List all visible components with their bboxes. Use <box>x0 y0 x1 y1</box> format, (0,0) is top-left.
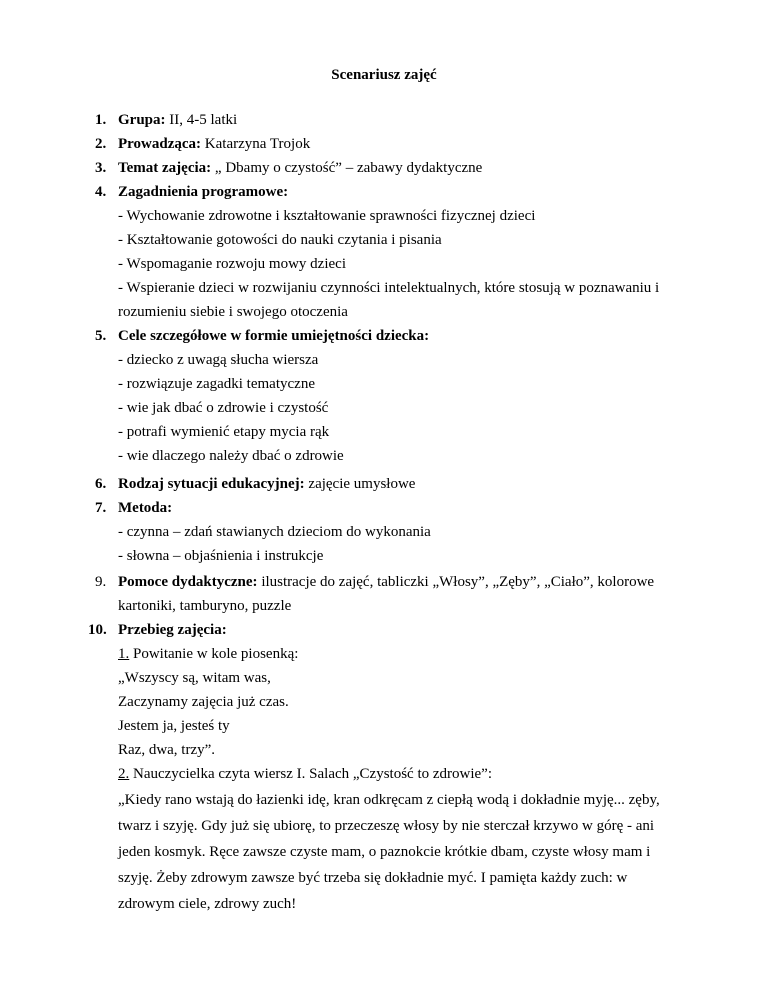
program-issue-line: - Wspomaganie rozwoju mowy dzieci <box>118 256 346 272</box>
goal-line: - dziecko z uwagą słucha wiersza <box>118 352 319 368</box>
goal-line: - potrafi wymienić etapy mycia rąk <box>118 424 330 440</box>
program-issue-line: - Wspieranie dzieci w rozwijaniu czynności intelektualnych, które stosują w poznawaniu i <box>118 280 660 296</box>
document-title: Scenariusz zajęć <box>331 67 437 83</box>
method-line: - słowna – objaśnienia i instrukcje <box>118 548 324 564</box>
aids-line: kartoniki, tamburyno, puzzle <box>118 598 292 614</box>
goal-line: - rozwiązuje zagadki tematyczne <box>118 376 315 392</box>
song-line: „Wszyscy są, witam was, <box>118 670 271 686</box>
song-line: Jestem ja, jesteś ty <box>118 718 230 734</box>
poem-line: szyję. Żeby zdrowym zawsze być trzeba się dokładnie myć. I pamięta każdy zuch: w <box>118 870 628 886</box>
poem-line: jeden kosmyk. Ręce zawsze czyste mam, o paznokcie krótkie dbam, czyste włosy mam i <box>118 844 651 860</box>
song-line: Raz, dwa, trzy”. <box>118 742 216 758</box>
program-issue-line: rozumieniu siebie i swojego otoczenia <box>118 304 348 320</box>
song-line: Zaczynamy zajęcia już czas. <box>118 694 289 710</box>
method-line: - czynna – zdań stawianych dzieciom do wykonania <box>118 524 431 540</box>
goal-line: - wie jak dbać o zdrowie i czystość <box>118 400 329 416</box>
program-issue-line: - Wychowanie zdrowotne i kształtowanie sprawności fizycznej dzieci <box>118 208 536 224</box>
program-issue-line: - Kształtowanie gotowości do nauki czytania i pisania <box>118 232 442 248</box>
poem-line: zdrowym ciele, zdrowy zuch! <box>118 896 297 912</box>
poem-line: „Kiedy rano wstają do łazienki idę, kran odkręcam z ciepłą wodą i dokładnie myję... zęby, <box>118 792 660 808</box>
poem-line: twarz i szyję. Gdy już się ubiorę, to przeczeszę włosy by nie sterczał krzywo w górę - ani <box>118 818 655 834</box>
goal-line: - wie dlaczego należy dbać o zdrowie <box>118 448 344 464</box>
